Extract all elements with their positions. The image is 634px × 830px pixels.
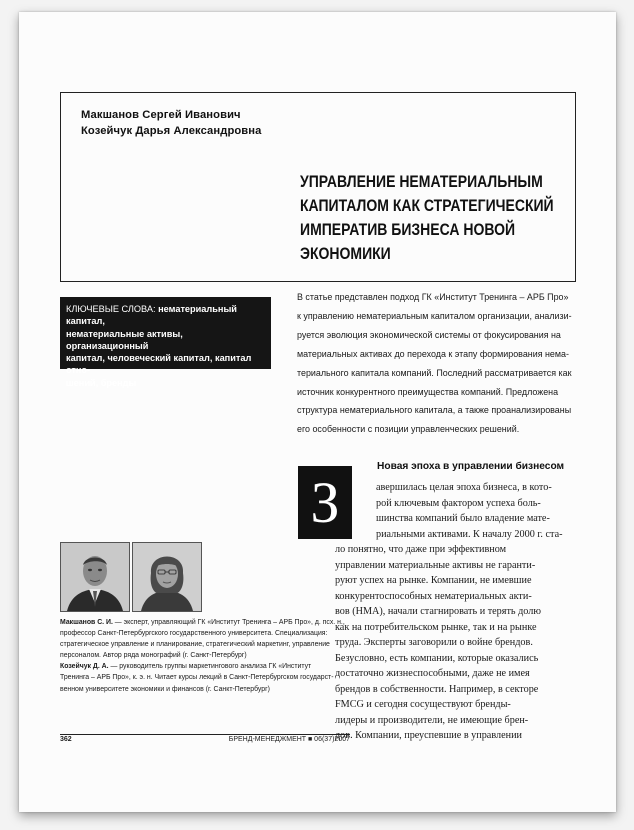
bio-line: Тренинга – АРБ Про», к. э. н. Читает курсы лекций в Санкт-Петербургском государст- (60, 674, 334, 682)
body-line: риальными активами. К началу 2000 г. ста- (376, 528, 563, 540)
body-line: вов (НМА), начали стагнировать и терять долю (335, 606, 541, 617)
body-line: авершилась целая эпоха бизнеса, в кото- (376, 482, 552, 493)
keywords-label: КЛЮЧЕВЫЕ СЛОВА: (66, 304, 156, 314)
author-name: Макшанов Сергей Иванович (81, 109, 241, 121)
bio-name: Козейчук Д. А. (60, 663, 109, 671)
author-bios (60, 617, 350, 695)
author-photo-makshanov (60, 542, 130, 612)
body-line: дов. Компании, преуспевшие в управлении (335, 730, 522, 741)
title-line: ЭКОНОМИКИ (300, 245, 391, 263)
authors (81, 107, 261, 139)
abstract-line: источник конкурентного преимущества компаний. Предложена (297, 386, 559, 398)
body-line: конкурентоспособных нематериальных акти- (335, 590, 532, 602)
bio-line: венном университете экономики и финансов (г. Санкт-Петербург) (60, 685, 270, 693)
article-header (60, 92, 576, 282)
bio-line (60, 661, 350, 672)
abstract-line: к управлению нематериальным капиталом организации, анализи- (297, 310, 572, 322)
body-line: руют успех на рынке. Компании, не имевшие (335, 575, 532, 586)
abstract-line: материальных активах до перехода к этапу формирования нема- (297, 348, 569, 360)
title-line: УПРАВЛЕНИЕ НЕМАТЕРИАЛЬНЫМ (300, 173, 543, 191)
title-line: ИМПЕРАТИВ БИЗНЕСА НОВОЙ (300, 221, 516, 239)
keywords-box (60, 297, 271, 388)
body-line: FMCG и сегодня сосуществуют бренды- (335, 699, 511, 710)
body-line: достаточно жизнеспособными, даже не имея (335, 668, 530, 679)
portrait-man-image (61, 543, 129, 611)
abstract-line: териального капитала компаний. Последний рассматривается как (297, 367, 572, 379)
bio-line: профессор Санкт-Петербургского государственного университета. Специализация: (60, 630, 328, 638)
bio-line: персоналом. Автор ряда монографий (г. Санкт-Петербург) (60, 652, 247, 660)
body-line: лидеры и производители, не имеющие брен- (335, 714, 529, 726)
bio-name: Макшанов С. И. (60, 619, 113, 626)
section-heading: Новая эпоха в управлении бизнесом (377, 461, 565, 472)
portrait-woman-image (133, 543, 201, 611)
journal-page (19, 12, 616, 812)
body-text (335, 480, 579, 744)
body-line: Безусловно, есть компании, которые оказались (335, 652, 539, 664)
body-line: ло понятно, что даже при эффективном (335, 544, 507, 555)
journal-issue: БРЕНД-МЕНЕДЖМЕНТ ■ 06(37)2007 (228, 736, 350, 743)
abstract-line: руется эволюция экономической системы от фокусирования на (297, 329, 561, 341)
author-name: Козейчук Дарья Александровна (81, 125, 262, 137)
bio-text: — эксперт, управляющий ГК «Институт Тренинга – АРБ Про», д. псх. н., (112, 619, 345, 626)
body-line: шинства компаний было владение мате- (376, 513, 550, 524)
bio-line: стратегическое управление и планирование, стратегический маркетинг, управление (60, 641, 330, 649)
abstract (297, 289, 579, 440)
body-line: труда. Эксперты заговорили о войне брендов. (335, 637, 533, 648)
bio-line (60, 617, 350, 628)
title-line: КАПИТАЛОМ КАК СТРАТЕГИЧЕСКИЙ (300, 197, 554, 215)
footer-divider (60, 734, 350, 735)
abstract-line: В статье представлен подход ГК «Институт Тренинга – АРБ Про» (297, 292, 569, 303)
keywords-text: шений, бренды (66, 377, 137, 388)
abstract-line: его особенности с позиции управленческих решений. (297, 424, 520, 436)
drop-cap: З (298, 466, 352, 539)
bio-text: — руководитель группы маркетингового анализа ГК «Институт (108, 663, 312, 671)
body-line: управлении материальные активы не гаранти- (335, 559, 536, 571)
article-title (300, 170, 554, 266)
keywords-text: нематериальный капитал, (66, 304, 237, 327)
keywords-text: капитал, человеческий капитал, капитал отно- (66, 353, 252, 376)
page-number: 362 (60, 736, 72, 743)
body-line: как на потребительском рынке, так и на рынке (335, 621, 537, 633)
body-line: рой ключевым фактором успеха боль- (376, 497, 541, 509)
keywords-text: нематериальные активы, организационный (66, 328, 183, 351)
body-line: брендов в собственности. Например, в секторе (335, 683, 539, 695)
author-photo-kozeychuk (132, 542, 202, 612)
abstract-line: структура нематериального капитала, а также проанализированы (297, 405, 572, 417)
